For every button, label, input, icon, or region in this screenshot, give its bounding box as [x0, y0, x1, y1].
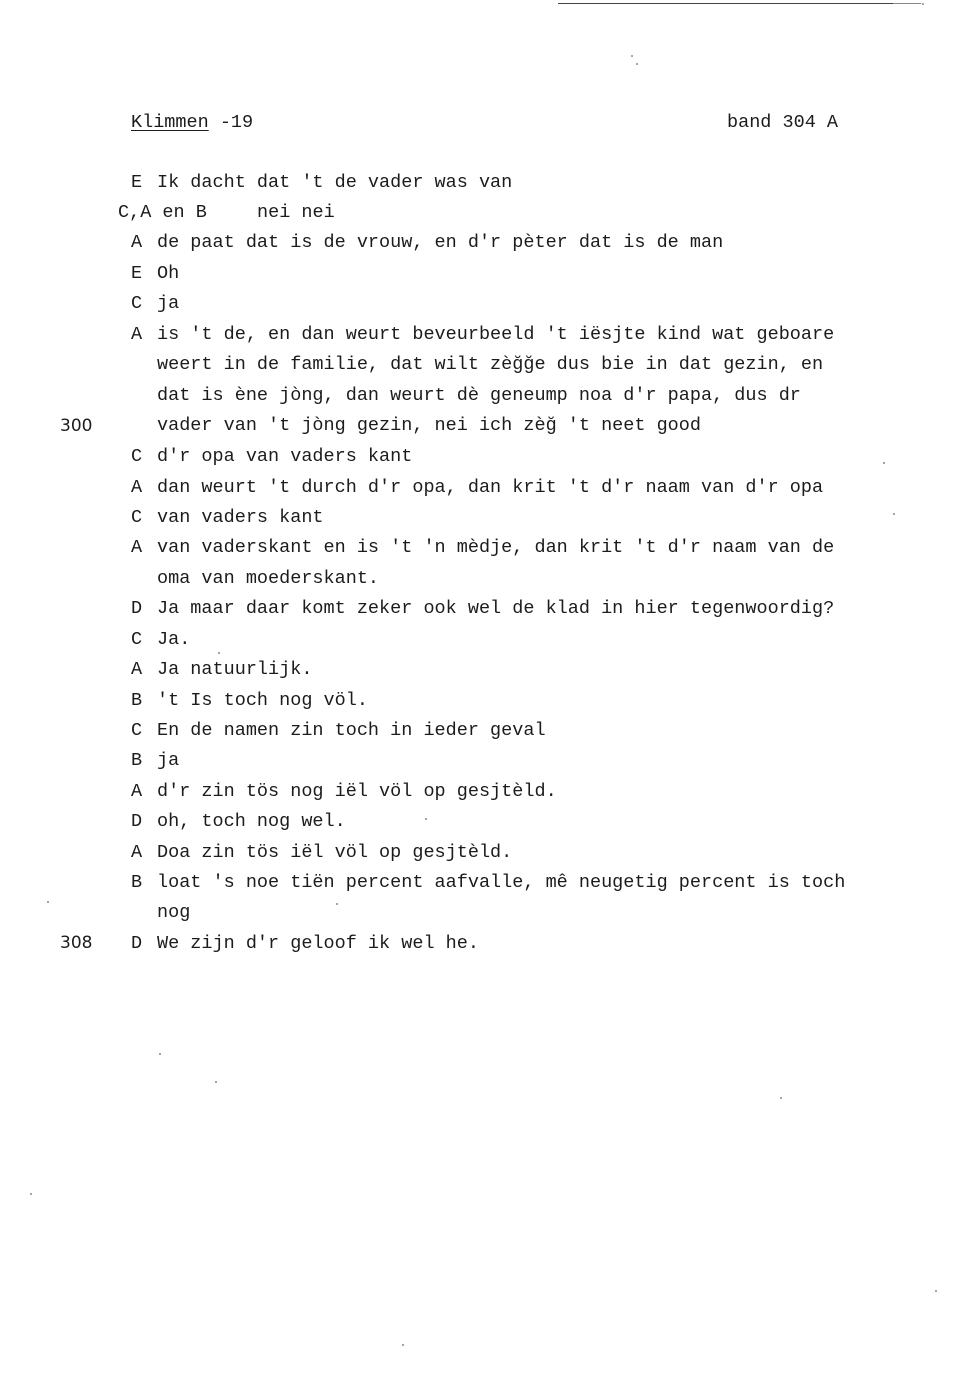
line-number: 300: [60, 416, 93, 436]
speaker-label: D: [131, 811, 143, 832]
transcript-line: Ik dacht dat 't de vader was van: [157, 172, 513, 193]
transcript-line: d'r opa van vaders kant: [157, 446, 413, 467]
transcript-line: de paat dat is de vrouw, en d'r pèter dat is de man: [157, 232, 724, 253]
speaker-label: B: [131, 750, 143, 771]
speaker-label: C: [131, 507, 143, 528]
speaker-label: B: [131, 690, 143, 711]
speaker-label: A: [131, 537, 143, 558]
speaker-label: A: [131, 659, 143, 680]
scan-speck: [47, 901, 49, 903]
document-header-title: [131, 112, 253, 133]
scan-speck: [631, 55, 633, 57]
transcript-line: dan weurt 't durch d'r opa, dan krit 't d'r naam van d'r opa: [157, 477, 824, 498]
speaker-label: A: [131, 324, 143, 345]
scan-speck: [425, 818, 427, 820]
scan-speck: [935, 1290, 937, 1292]
top-rule: [558, 3, 893, 4]
place-name: Klimmen: [131, 112, 209, 133]
speaker-label: A: [131, 232, 143, 253]
transcript-line: nog: [157, 902, 191, 923]
transcript-line: We zijn d'r geloof ik wel he.: [157, 933, 479, 954]
transcript-line: nei nei: [257, 202, 335, 223]
transcript-line: Ja natuurlijk.: [157, 659, 313, 680]
transcript-line: vader van 't jòng gezin, nei ich zèğ 't neet good: [157, 415, 701, 436]
transcript-line: weert in de familie, dat wilt zèğğe dus bie in dat gezin, en: [157, 354, 824, 375]
scan-speck: [883, 462, 885, 464]
speaker-label: B: [131, 872, 143, 893]
transcript-line: is 't de, en dan weurt beveurbeeld 't iësjte kind wat geboare: [157, 324, 835, 345]
speaker-label: C: [131, 720, 143, 741]
speaker-label: C,A en B: [118, 202, 207, 223]
tape-reference: band 304 A: [727, 112, 839, 133]
speaker-label: A: [131, 842, 143, 863]
top-rule-extension: [893, 3, 921, 4]
speaker-label: D: [131, 933, 143, 954]
speaker-label: C: [131, 293, 143, 314]
speaker-label: E: [131, 172, 143, 193]
speaker-label: A: [131, 477, 143, 498]
scan-speck: [159, 1053, 161, 1055]
scan-speck: [893, 513, 895, 515]
scan-speck: [215, 1081, 217, 1083]
transcript-line: van vaders kant: [157, 507, 324, 528]
speaker-label: C: [131, 446, 143, 467]
transcript-line: Ja.: [157, 629, 191, 650]
transcript-line: dat is ène jòng, dan weurt dè geneump noa d'r papa, dus dr: [157, 385, 801, 406]
transcript-line: d'r zin tös nog iël völ op gesjtèld.: [157, 781, 557, 802]
scan-speck: [336, 903, 338, 905]
transcript-line: loat 's noe tiën percent aafvalle, mê neugetig percent is toch: [157, 872, 846, 893]
speaker-label: D: [131, 598, 143, 619]
scan-speck: [780, 1097, 782, 1099]
transcript-line: 't Is toch nog völ.: [157, 690, 368, 711]
transcript-line: oma van moederskant.: [157, 568, 380, 589]
scan-speck: [922, 3, 924, 5]
speaker-label: E: [131, 263, 143, 284]
transcript-line: En de namen zin toch in ieder geval: [157, 720, 546, 741]
transcript-line: Oh: [157, 263, 180, 284]
transcript-line: van vaderskant en is 't 'n mèdje, dan krit 't d'r naam van de: [157, 537, 835, 558]
transcript-line: Doa zin tös iël völ op gesjtèld.: [157, 842, 513, 863]
transcript-line: ja: [157, 750, 180, 771]
speaker-label: C: [131, 629, 143, 650]
speaker-label: A: [131, 781, 143, 802]
transcript-line: Ja maar daar komt zeker ook wel de klad in hier tegenwoordig?: [157, 598, 835, 619]
scan-speck: [636, 63, 638, 65]
scan-speck: [402, 1344, 404, 1346]
scan-speck: [30, 1193, 32, 1195]
transcript-line: oh, toch nog wel.: [157, 811, 346, 832]
line-number: 308: [60, 933, 93, 953]
scan-speck: [218, 652, 220, 654]
transcript-line: ja: [157, 293, 180, 314]
page-number: -19: [219, 112, 254, 133]
